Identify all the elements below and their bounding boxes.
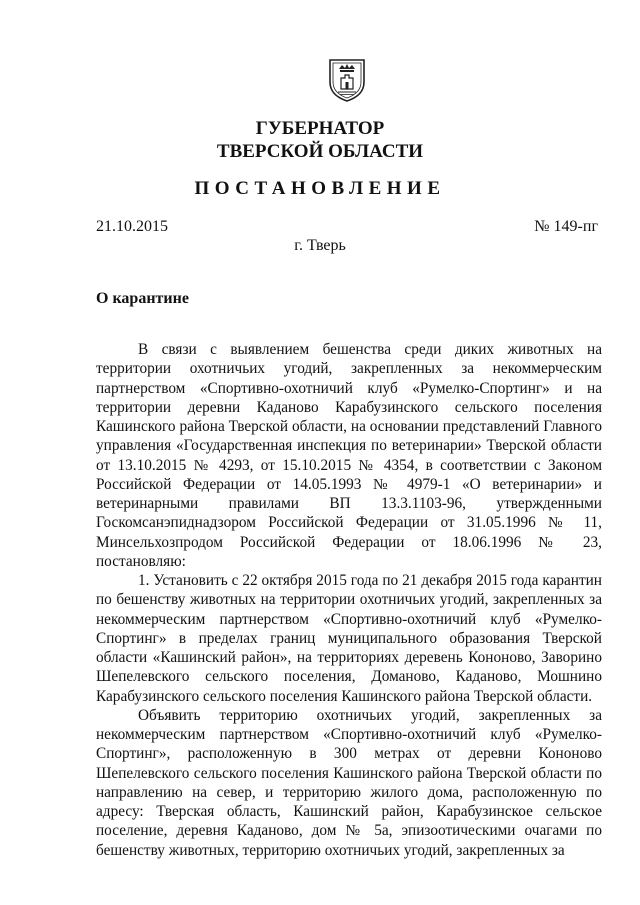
document-city: г. Тверь (294, 237, 346, 254)
document-number: № 149-пг (534, 218, 598, 235)
body-paragraph: 1. Установить с 22 октября 2015 года по 21 декабря 2015 года карантин по бешенству животных на территории охотничьих угодий, закрепленных за некоммерческим партнерством «Спортивно-охотничий клуб «Румелко-Спортинг» в пределах границ муниципального образования Тверской области «Кашинский район», на территориях деревень Кононово, Заворино Шепелевского сельского поселения, Доманово, Каданово, Мошнино Карабузинского сельского поселения Кашинского района Тверской области. (96, 572, 602, 705)
document-type-title: ПОСТАНОВЛЕНИЕ (194, 178, 446, 199)
issuer-title: ГУБЕРНАТОР (255, 118, 385, 139)
region-title: ТВЕРСКОЙ ОБЛАСТИ (216, 141, 424, 162)
body-paragraph: В связи с выявлением бешенства среди диких животных на территории охотничьих угодий, закрепленных за некоммерческим партнерством «Спортивно-охотничий клуб «Румелко-Спортинг» и на территории деревни Каданово Карабузинского сельского поселения Кашинского района Тверской области, на основании представлений Главного управления «Государственная инспекция по ветеринарии» Тверской области от 13.10.2015 № 4293, от 15.10.2015 № 4354, в соответствии с Законом Российской Федерации от 14.05.1993 № 4979-1 «О ветеринарии» и ветеринарными правилами ВП 13.3.1103-96, утвержденными Госкомсанэпиднадзором Российской Федерации от 31.05.1996 № 11, Минсельхозпродом Российской Федерации от 18.06.1996 № 23, постановляю: (96, 341, 602, 570)
document-body (96, 340, 602, 860)
document-date: 21.10.2015 (96, 218, 168, 235)
document-subject: О карантине (96, 290, 189, 307)
body-paragraph: Объявить территорию охотничьих угодий, закрепленных за некоммерческим партнерством «Спортивно-охотничий клуб «Румелко-Спортинг», расположенную в 300 метрах от деревни Кононово Шепелевского сельского поселения Кашинского района Тверской области по направлению на север, и территорию жилого дома, расположенную по адресу: Тверская область, Кашинский район, Карабузинское сельское поселение, деревня Каданово, дом № 5а, эпизоотическими очагами по бешенству животных, территорию охотничьих угодий, закрепленных за (96, 706, 602, 859)
coat-of-arms-emblem (327, 56, 367, 102)
